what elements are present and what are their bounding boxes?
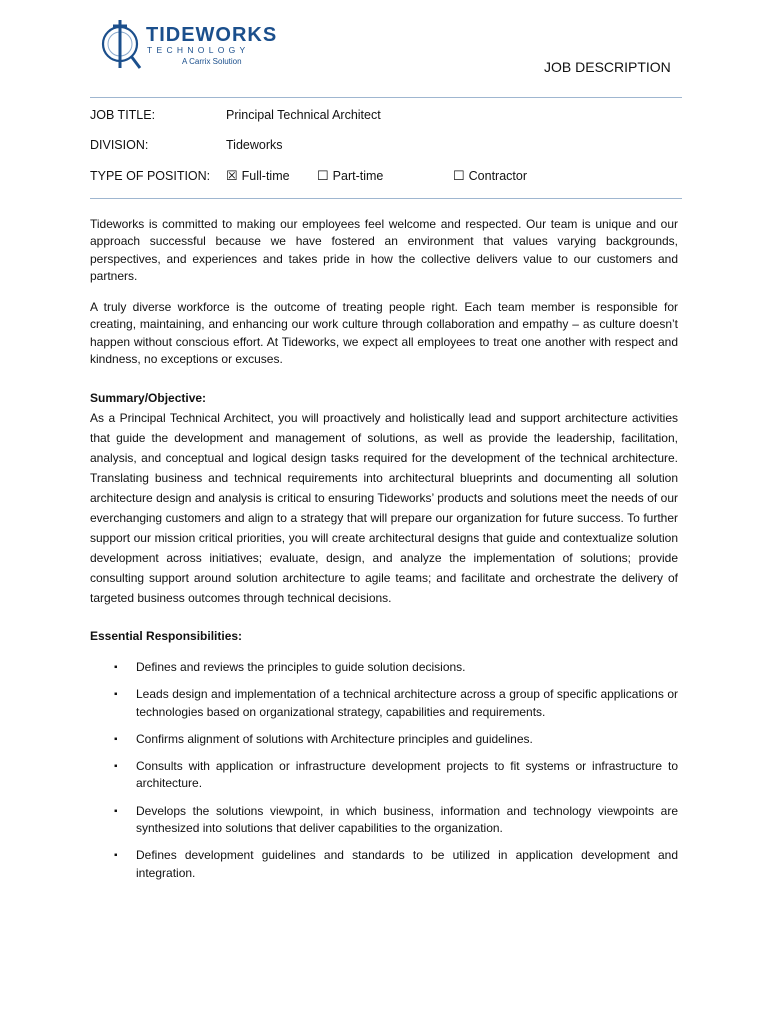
intro-paragraph: A truly diverse workforce is the outcome of treating people right. Each team member is responsible for creating, maintaining, and enhancing our work culture through collaboration and empathy – as culture doesn’t happen without conscious effort. At Tideworks, we expect all employees to treat one another with respect and kindness, no exceptions or excuses. bbox=[90, 300, 678, 367]
option-part-time bbox=[317, 168, 383, 184]
responsibilities-heading: Essential Responsibilities: bbox=[90, 628, 243, 643]
responsibilities-list bbox=[90, 659, 678, 882]
option-label: Part-time bbox=[332, 169, 384, 183]
job-title-value: Principal Technical Architect bbox=[226, 108, 381, 122]
option-contractor bbox=[453, 168, 527, 184]
bullet-icon: ▪ bbox=[114, 850, 118, 862]
responsibility-text: Leads design and implementation of a technical architecture across a group of specific applications or technologies based on organizational strategy, capabilities and requirements. bbox=[136, 687, 678, 719]
job-title-label: JOB TITLE: bbox=[90, 108, 156, 122]
logo-wordmark: TIDEWORKS bbox=[146, 24, 278, 46]
summary-text: As a Principal Technical Architect, you will proactively and holistically lead and support architecture activities that guide the development and management of solutions, as well as provide the leadership, facilitation, analysis, and conceptual and logical design tasks required for the development of the technical architecture. Translating business and technical requirements into architectural blueprints and documenting all solution architecture design and analysis is critical to ensuring Tideworks’ products and solutions meet the needs of our everchanging customers and align to a strategy that will prepare our organization for future success. To further support our mission critical priorities, you will create architectural designs that guide and contextualize solution development across initiatives; evaluate, design, and analyze the implementation of solutions; provide consulting support around solution architecture to agile teams; and facilitate and orchestrate the delivery of targeted business outcomes through technical decisions. bbox=[90, 410, 678, 605]
list-item bbox=[90, 659, 678, 676]
responsibility-text: Defines and reviews the principles to guide solution decisions. bbox=[136, 659, 466, 674]
tideworks-emblem-icon bbox=[100, 16, 144, 76]
responsibility-text: Develops the solutions viewpoint, in which business, information and technology viewpoints are synthesized into solutions that deliver capabilities to the organization. bbox=[136, 803, 678, 836]
responsibility-text: Defines development guidelines and standards to be utilized in application development and integration. bbox=[136, 848, 678, 880]
bullet-icon: ▪ bbox=[114, 805, 118, 817]
company-logo bbox=[100, 16, 278, 78]
division-value: Tideworks bbox=[226, 138, 283, 152]
division-label: DIVISION: bbox=[90, 138, 149, 152]
checked-box-icon: ☒ bbox=[226, 168, 238, 183]
list-item bbox=[90, 847, 678, 882]
bullet-icon: ▪ bbox=[114, 661, 118, 673]
list-item bbox=[90, 731, 678, 748]
fields-divider bbox=[90, 198, 682, 199]
summary-heading: Summary/Objective: bbox=[90, 391, 207, 406]
bullet-icon: ▪ bbox=[114, 733, 118, 745]
option-full-time bbox=[226, 168, 290, 184]
bullet-icon: ▪ bbox=[114, 761, 118, 773]
intro-paragraph: Tideworks is committed to making our employees feel welcome and respected. Our team is unique and our approach successful because we have fostered an environment that values varying backgrounds, perspectives, and experiences and takes pride in how the collective delivers value to our customers and partners. bbox=[90, 217, 678, 283]
logo-subtitle: TECHNOLOGY bbox=[147, 45, 250, 55]
unchecked-box-icon: ☐ bbox=[453, 168, 465, 183]
document-body bbox=[90, 216, 678, 892]
unchecked-box-icon: ☐ bbox=[317, 168, 329, 183]
list-item bbox=[90, 758, 678, 793]
position-type-label: TYPE OF POSITION: bbox=[90, 169, 211, 183]
list-item bbox=[90, 686, 678, 721]
bullet-icon: ▪ bbox=[114, 689, 118, 701]
document-type: JOB DESCRIPTION bbox=[544, 59, 671, 75]
logo-tagline: A Carrix Solution bbox=[182, 57, 242, 66]
responsibility-text: Consults with application or infrastructure development projects to fit systems or infrastructure to architecture. bbox=[136, 759, 678, 791]
option-label: Full-time bbox=[241, 169, 290, 183]
top-divider bbox=[90, 97, 682, 98]
list-item bbox=[90, 803, 678, 838]
option-label: Contractor bbox=[468, 169, 528, 183]
responsibility-text: Confirms alignment of solutions with Architecture principles and guidelines. bbox=[136, 731, 533, 746]
